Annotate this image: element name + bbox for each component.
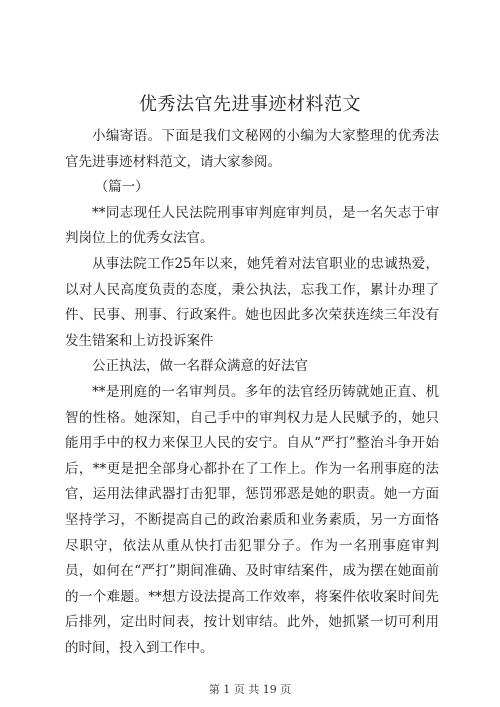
document-body <box>65 124 439 661</box>
body-paragraph: **是刑庭的一名审判员。多年的法官经历铸就她正直、机智的性格。她深知，自己手中的审判权力是人民赋予的，她只能用手中的权力来保卫人民的安宁。自从“严打”整治斗争开始后，**更是把全部身心都扑在了工作上。作为一名刑事庭的法官，运用法律武器打击犯罪，惩罚邪恶是她的职责。她一方面坚持学习，不断提高自己的政治素质和业务素质，另一方面恪尽职守，依法从重从快打击犯罪分子。作为一名刑事庭审判员，如何在“严打”期间准确、及时审结案件，成为摆在她面前的一个难题。**想方设法提高工作效率，将案件依收案时间先后排列，定出时间表，按计划审结。此外，她抓紧一切可利用的时间，投入到工作中。 <box>65 383 439 656</box>
page-number-footer: 第 1 页 共 19 页 <box>208 683 292 696</box>
body-paragraph: **同志现任人民法院刑事审判庭审判员，是一名矢志于审判岗位上的优秀女法官。 <box>65 204 439 247</box>
subheading-paragraph: 公正执法，做一名群众满意的好法官 <box>92 358 308 375</box>
intro-paragraph: 小编寄语。下面是我们文秘网的小编为大家整理的优秀法官先进事迹材料范文，请大家参阅。 <box>65 128 439 170</box>
body-paragraph: 从事法院工作25年以来，她凭着对法官职业的忠诚热爱，以对人民高度负责的态度，秉公执法，忘我工作，累计办理了件、民事、刑事、行政案件。她也因此多次荣获连续三年没有发生错案和上访投诉案件 <box>65 255 439 349</box>
document-title: 优秀法官先进事迹材料范文 <box>139 94 361 115</box>
section-heading: （篇一） <box>94 179 149 196</box>
